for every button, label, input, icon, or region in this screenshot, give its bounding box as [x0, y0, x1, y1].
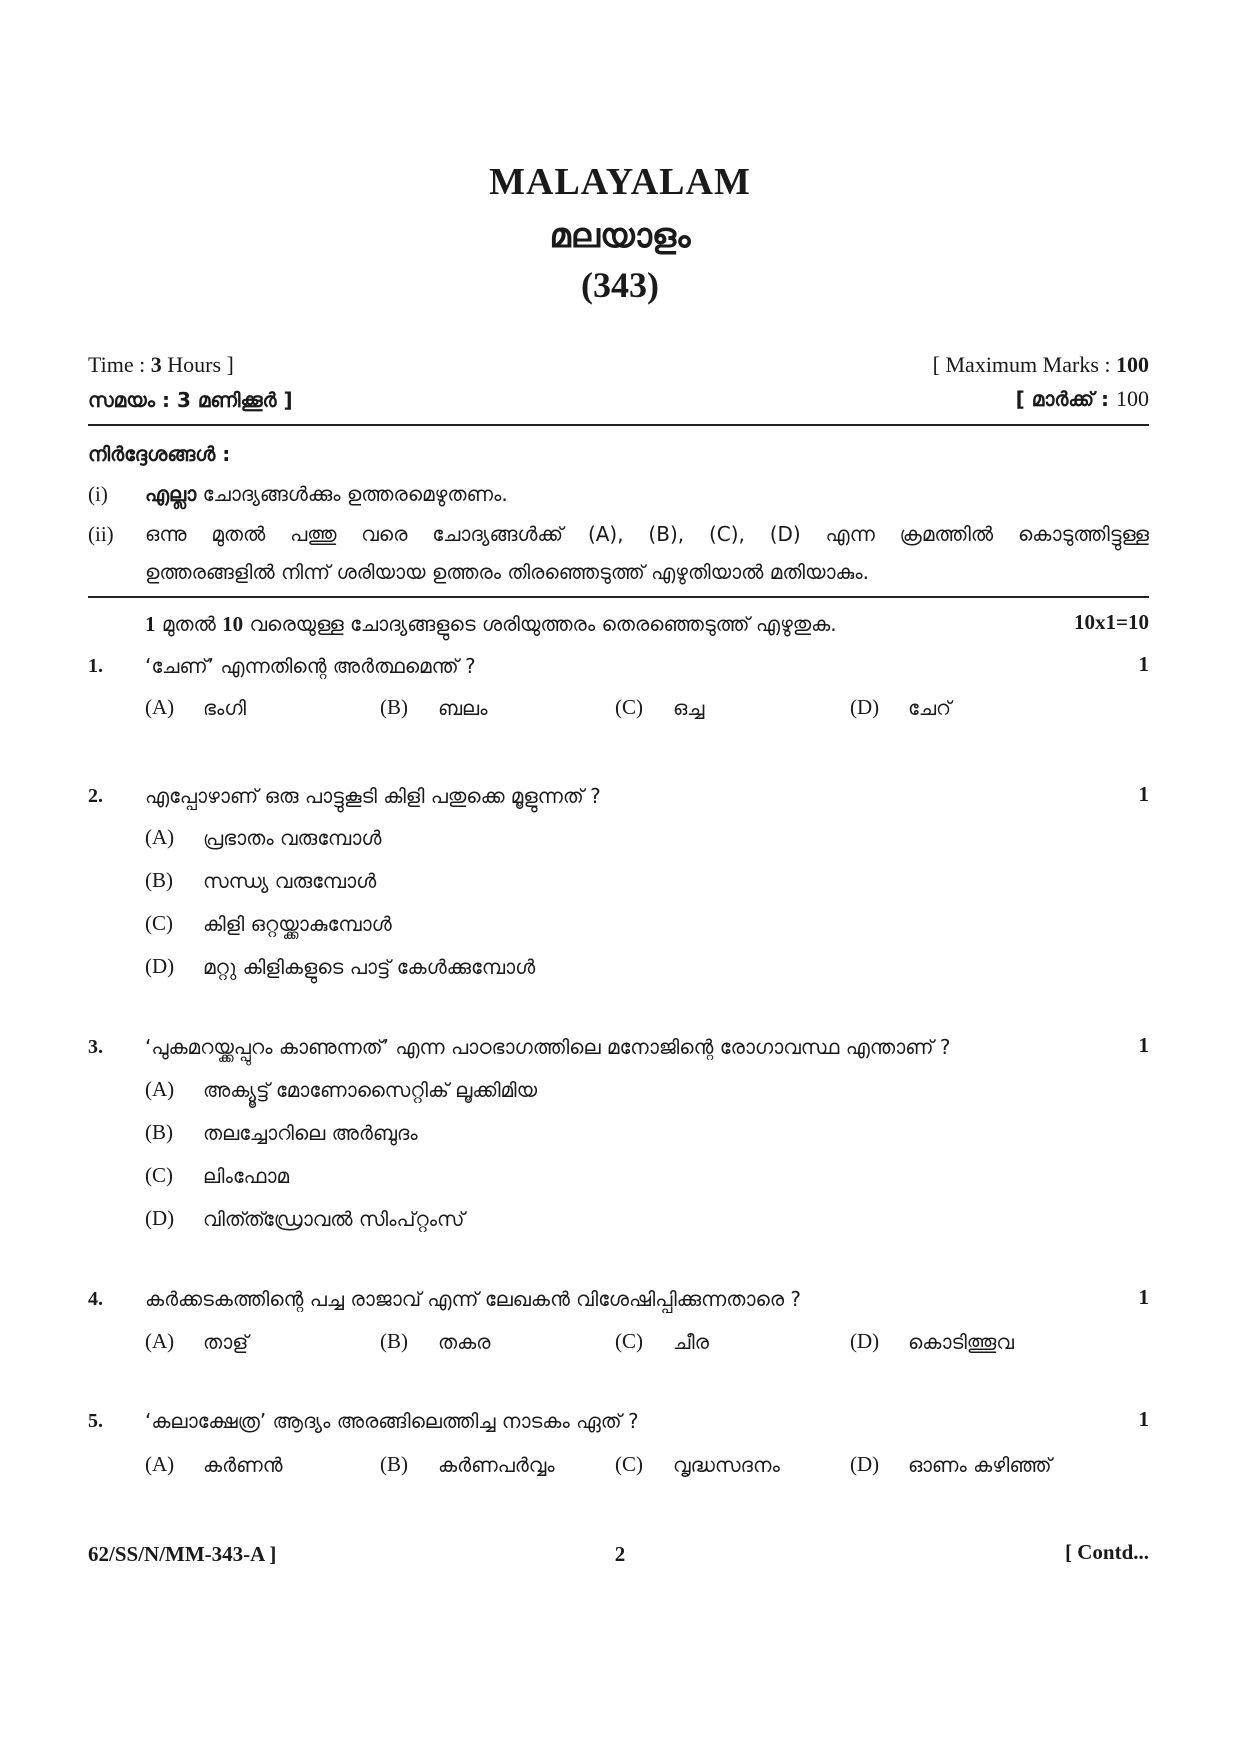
q5-option-a-label: (A) [145, 1452, 175, 1476]
q4-option-b-label: (B) [380, 1329, 408, 1353]
instruction-2-num: (ii) [88, 522, 114, 546]
instruction-1-text [145, 482, 508, 506]
marks-malayalam [1016, 386, 1149, 412]
q3-option-d-label: (D) [145, 1206, 175, 1230]
time-value: 3 [150, 352, 162, 377]
q1-option-a-text: ഭംഗി [203, 696, 246, 720]
q2-option-c-label: (C) [145, 911, 173, 935]
q1-option-d-label: (D) [850, 695, 880, 719]
q3-option-b-text: തലച്ചോറിലെ അർബുദം [203, 1121, 418, 1145]
q1-option-c-label: (C) [615, 695, 643, 719]
q3-option-c-text: ലിംഫോമ [203, 1164, 290, 1188]
q2-option-b-text: സന്ധ്യ വരുമ്പോൾ [203, 869, 377, 893]
q5-option-b-text: കർണപർവ്വം [438, 1453, 555, 1477]
instruction-1-rest: ചോദ്യങ്ങൾക്കും ഉത്തരമെഴുതണം. [196, 482, 508, 506]
instructions-heading: നിർദ്ദേശങ്ങൾ : [88, 442, 231, 466]
q1-option-b-label: (B) [380, 695, 408, 719]
section-to-num: 10 [222, 612, 244, 636]
q3-option-d-text: വിത്ത്ഡ്രോവൽ സിംപ്റ്റംസ് [203, 1207, 465, 1231]
divider-bottom [88, 596, 1149, 598]
instruction-2-line2: ഉത്തരങ്ങളിൽ നിന്ന് ശരിയായ ഉത്തരം തിരഞ്ഞെടുത്ത് എഴുതിയാൽ മതിയാകും. [145, 560, 870, 584]
q5-option-a-text: കർണൻ [203, 1453, 283, 1477]
q2-option-a-text: പ്രഭാതം വരുമ്പോൾ [203, 826, 382, 850]
q2-option-c-text: കിളി ഒറ്റയ്ക്കാകുമ്പോൾ [203, 912, 392, 936]
q2-option-b-label: (B) [145, 868, 173, 892]
question-3-number: 3. [88, 1036, 103, 1058]
question-5-marks: 1 [1138, 1407, 1149, 1431]
q4-option-d-label: (D) [850, 1329, 880, 1353]
q5-option-b-label: (B) [380, 1452, 408, 1476]
q2-option-a-label: (A) [145, 825, 175, 849]
q4-option-c-label: (C) [615, 1329, 643, 1353]
footer-contd: [ Contd... [1064, 1540, 1149, 1564]
q2-option-d-text: മറ്റു കിളികളുടെ പാട്ട് കേൾക്കുമ്പോൾ [203, 955, 536, 979]
q5-option-d-text: ഓണം കഴിഞ്ഞ് [908, 1453, 1052, 1477]
marks-ml-label: [ മാർക്ക് : [1015, 387, 1116, 411]
question-3-text: ‘പുകമറയ്ക്കപ്പുറം കാണുന്നത്’ എന്ന പാഠഭാഗത്തിലെ മനോജിന്റെ രോഗാവസ്ഥ എന്താണ് ? [145, 1035, 951, 1059]
q2-option-d-label: (D) [145, 954, 175, 978]
time-unit: Hours ] [161, 352, 234, 377]
subject-title-english: MALAYALAM [489, 161, 751, 203]
time-label [88, 352, 234, 378]
max-marks-label: [ Maximum Marks : [932, 352, 1116, 377]
q5-option-c-label: (C) [615, 1452, 643, 1476]
divider-top [88, 424, 1149, 426]
q1-option-d-text: ചേറ് [908, 696, 952, 720]
instruction-1-bold: എല്ലാ [145, 482, 197, 506]
q5-option-c-text: വൃദ്ധസദനം [673, 1453, 780, 1477]
instruction-1-num: (i) [88, 482, 108, 506]
q3-option-a-text: അക്യൂട്ട് മോണോസൈറ്റിക് ലൂക്കിമിയ [203, 1078, 538, 1102]
section-marks: 10x1=10 [1074, 610, 1149, 634]
time-label-text: Time : [88, 352, 151, 377]
section-instruction [145, 612, 837, 637]
question-5-number: 5. [88, 1410, 103, 1432]
q3-option-c-label: (C) [145, 1163, 173, 1187]
q3-option-b-label: (B) [145, 1120, 173, 1144]
q4-option-b-text: തകര [438, 1330, 491, 1354]
question-1-number: 1. [88, 655, 103, 677]
question-2-number: 2. [88, 785, 103, 807]
question-4-text: കർക്കടകത്തിന്റെ പച്ച രാജാവ് എന്ന് ലേഖകൻ വിശേഷിപ്പിക്കുന്നതാരെ ? [145, 1287, 802, 1311]
question-5-text: ‘കലാക്ഷേത്ര’ ആദ്യം അരങ്ങിലെത്തിച്ച നാടകം ഏത് ? [145, 1409, 639, 1433]
question-2-marks: 1 [1138, 782, 1149, 806]
time-malayalam: സമയം : 3 മണിക്കൂർ ] [88, 388, 293, 412]
question-1-text: ‘ചേണ്’ എന്നതിന്റെ അർത്ഥമെന്ത് ? [145, 654, 476, 678]
q4-option-a-label: (A) [145, 1329, 175, 1353]
question-3-marks: 1 [1138, 1033, 1149, 1057]
max-marks-value: 100 [1116, 352, 1149, 377]
section-from-num: 1 [145, 612, 156, 636]
q1-option-a-label: (A) [145, 695, 175, 719]
question-1-marks: 1 [1138, 652, 1149, 676]
q5-option-d-label: (D) [850, 1452, 880, 1476]
section-mid-text: മുതൽ [155, 612, 223, 636]
q4-option-d-text: കൊടിത്തൂവ [908, 1330, 1014, 1354]
q1-option-b-text: ബലം [438, 696, 488, 720]
subject-title-malayalam: മലയാളം [549, 216, 691, 256]
question-2-text: എപ്പോഴാണ് ഒരു പാട്ടുകൂടി കിളി പതുക്കെ മൂളുന്നത് ? [145, 784, 601, 808]
subject-code: (343) [581, 265, 659, 305]
marks-ml-value: 100 [1116, 386, 1149, 411]
q1-option-c-text: ഒച്ച [673, 696, 705, 720]
q4-option-c-text: ചീര [673, 1330, 709, 1354]
question-4-marks: 1 [1138, 1285, 1149, 1309]
q3-option-a-label: (A) [145, 1077, 175, 1101]
footer-paper-code: 62/SS/N/MM-343-A ] [88, 1542, 277, 1566]
instruction-2-line1: ഒന്നു മുതൽ പത്തു വരെ ചോദ്യങ്ങൾക്ക് (A), (B), (C), (D) എന്ന ക്രമത്തിൽ കൊടുത്തിട്ടുള്ള [145, 522, 1149, 546]
question-4-number: 4. [88, 1288, 103, 1310]
max-marks [933, 352, 1149, 378]
section-text: വരെയുള്ള ചോദ്യങ്ങളുടെ ശരിയുത്തരം തെരഞ്ഞെടുത്ത് എഴുതുക. [243, 612, 837, 636]
q4-option-a-text: താള് [203, 1330, 249, 1354]
footer-page-number: 2 [614, 1542, 626, 1566]
